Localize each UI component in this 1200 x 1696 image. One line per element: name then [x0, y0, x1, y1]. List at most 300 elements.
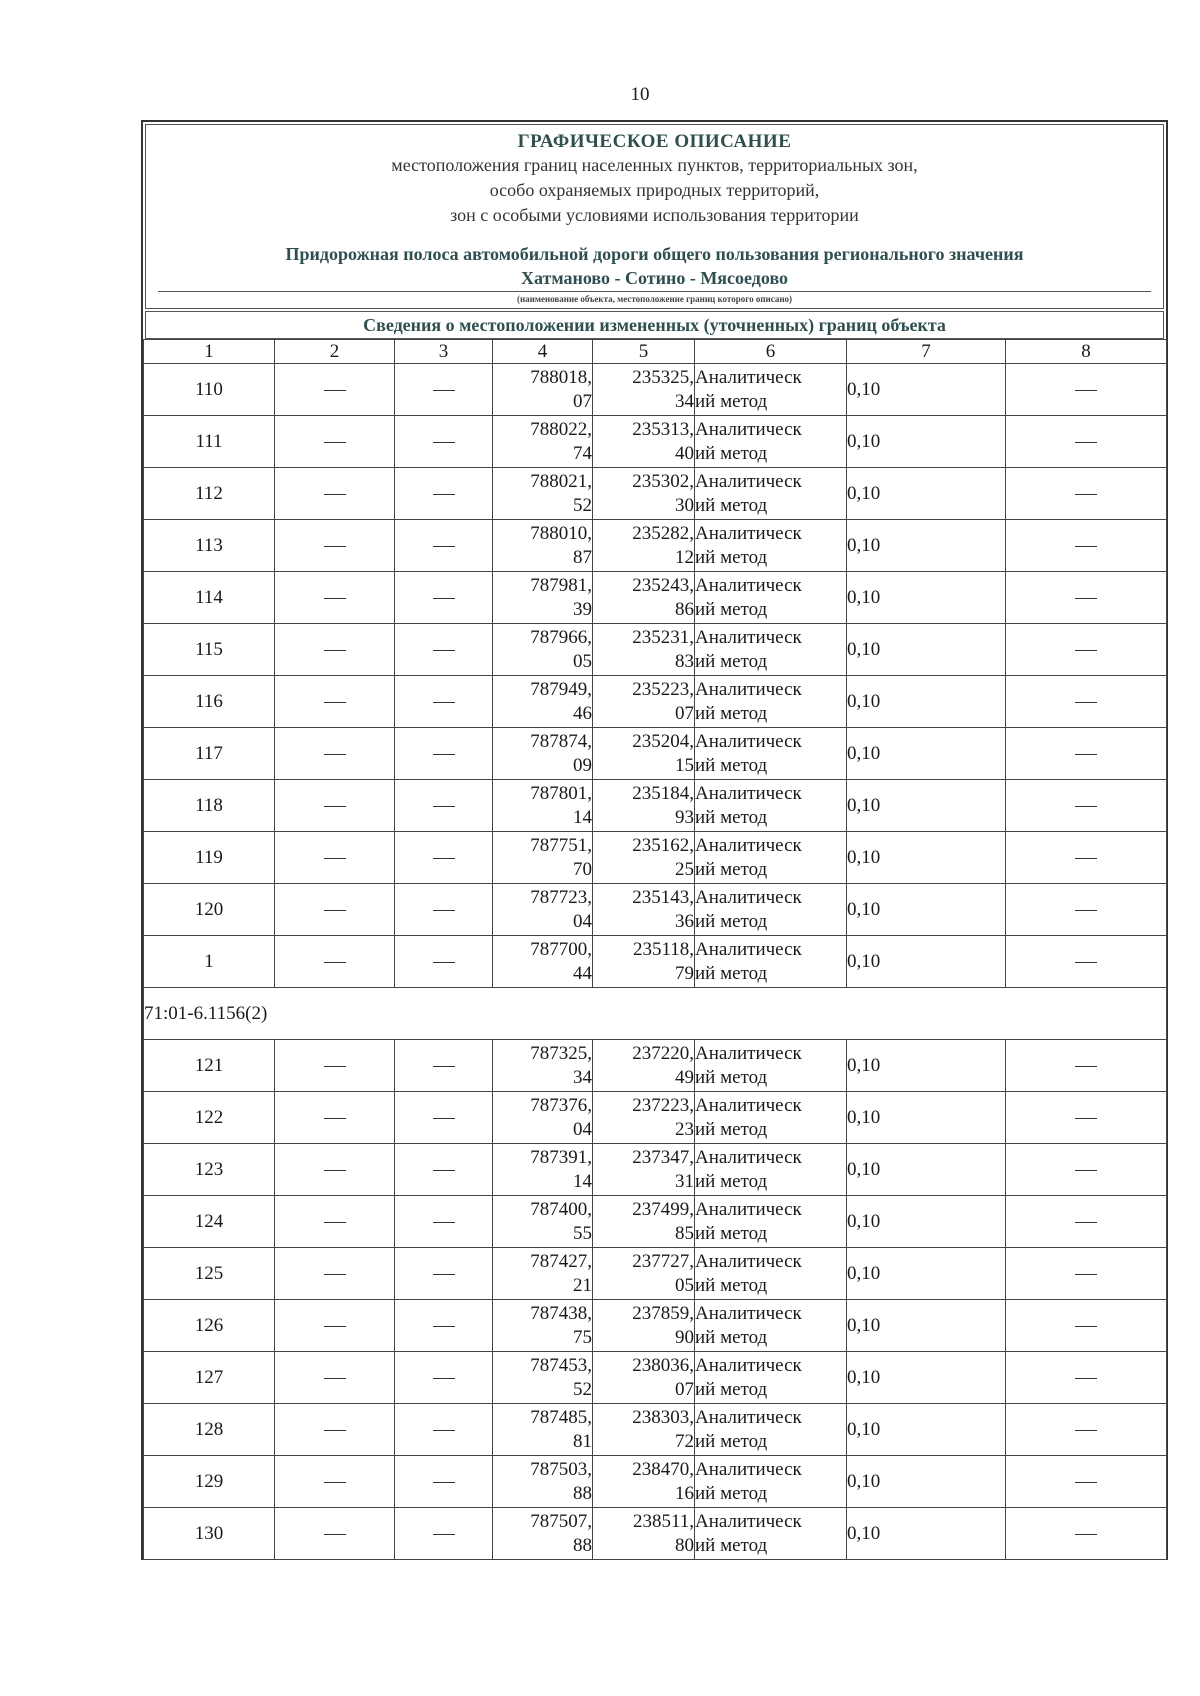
method-line2: ий метод: [695, 1534, 768, 1556]
dash-mark: [1075, 650, 1097, 651]
method-cell: [695, 936, 847, 988]
coord-x: [493, 416, 593, 468]
coord-x-part1: 787485,: [530, 1406, 592, 1428]
coord-y-part2: 93: [675, 806, 694, 828]
coord-y-part1: 235162,: [632, 834, 694, 856]
coord-x: [493, 1352, 593, 1404]
table-row: [144, 1404, 1167, 1456]
coord-x-part1: 787503,: [530, 1458, 592, 1480]
dash-mark: [1075, 1170, 1097, 1171]
cell-empty: [275, 364, 395, 416]
coord-y-part2: 34: [675, 390, 694, 412]
cell-empty: [1006, 1196, 1167, 1248]
cell-empty: [275, 572, 395, 624]
table-row: [144, 1196, 1167, 1248]
point-number: 116: [144, 676, 275, 728]
dash-mark: [324, 910, 346, 911]
method-cell: [695, 416, 847, 468]
coord-x-part1: 788018,: [530, 366, 592, 388]
object-caption: (наименование объекта, местоположение границ которого описано): [516, 294, 793, 304]
cell-empty: [395, 1248, 493, 1300]
coord-x: [493, 468, 593, 520]
table-header-row: [144, 340, 1167, 364]
coord-x: [493, 780, 593, 832]
cell-empty: [275, 1144, 395, 1196]
cell-empty: [275, 1092, 395, 1144]
method-line2: ий метод: [695, 598, 768, 620]
accuracy-cell: 0,10: [847, 832, 1006, 884]
coord-x-part2: 44: [573, 962, 592, 984]
coord-x-part1: 788010,: [530, 522, 592, 544]
dash-mark: [1075, 494, 1097, 495]
dash-mark: [433, 1482, 455, 1483]
cell-empty: [1006, 520, 1167, 572]
table-row: [144, 1508, 1167, 1560]
coord-y: [593, 1248, 695, 1300]
dash-mark: [433, 1430, 455, 1431]
coord-y: [593, 1144, 695, 1196]
point-number: 122: [144, 1092, 275, 1144]
coord-y-part2: 79: [675, 962, 694, 984]
method-line1: Аналитическ: [695, 1094, 802, 1116]
accuracy-cell: 0,10: [847, 572, 1006, 624]
method-cell: [695, 1508, 847, 1560]
point-number: 113: [144, 520, 275, 572]
cell-empty: [275, 1248, 395, 1300]
coord-y-part2: 15: [675, 754, 694, 776]
cell-empty: [395, 1404, 493, 1456]
cell-empty: [1006, 1092, 1167, 1144]
group-section: [144, 988, 1167, 1040]
point-number: 129: [144, 1456, 275, 1508]
coord-x-part1: 787966,: [530, 626, 592, 648]
cell-empty: [275, 1508, 395, 1560]
dash-mark: [1075, 1326, 1097, 1327]
dash-mark: [1075, 1534, 1097, 1535]
section-title: Сведения о местоположении измененных (уточненных) границ объекта: [145, 311, 1164, 339]
cell-empty: [1006, 1508, 1167, 1560]
table-row: [144, 936, 1167, 988]
cell-empty: [1006, 780, 1167, 832]
coord-x-part1: 787376,: [530, 1094, 592, 1116]
coord-y: [593, 1092, 695, 1144]
object-name-line1: Придорожная полоса автомобильной дороги общего пользования регионального значения: [285, 244, 1024, 264]
coord-x-part1: 787723,: [530, 886, 592, 908]
table-row: [144, 1040, 1167, 1092]
table-row: [144, 884, 1167, 936]
cell-empty: [1006, 416, 1167, 468]
cell-empty: [275, 416, 395, 468]
coord-y: [593, 884, 695, 936]
coord-y-part2: 80: [675, 1534, 694, 1556]
table-row: [144, 1144, 1167, 1196]
dash-mark: [1075, 546, 1097, 547]
column-header: 2: [275, 340, 395, 364]
coord-y-part1: 235184,: [632, 782, 694, 804]
table-row: [144, 1300, 1167, 1352]
method-line1: Аналитическ: [695, 678, 802, 700]
coord-x: [493, 624, 593, 676]
group-row: [144, 988, 1167, 1040]
coord-y-part1: 237220,: [632, 1042, 694, 1064]
accuracy-cell: 0,10: [847, 416, 1006, 468]
method-line1: Аналитическ: [695, 1198, 802, 1220]
coord-x-part2: 88: [573, 1482, 592, 1504]
document-subtitle-line: зон с особыми условиями использования территории: [450, 205, 859, 225]
coord-y-part2: 90: [675, 1326, 694, 1348]
point-number: 126: [144, 1300, 275, 1352]
cell-empty: [1006, 832, 1167, 884]
method-line2: ий метод: [695, 962, 768, 984]
method-cell: [695, 1456, 847, 1508]
cell-empty: [395, 832, 493, 884]
method-line1: Аналитическ: [695, 470, 802, 492]
coord-y-part1: 237499,: [632, 1198, 694, 1220]
method-line2: ий метод: [695, 546, 768, 568]
method-cell: [695, 468, 847, 520]
coord-y: [593, 364, 695, 416]
coord-x: [493, 728, 593, 780]
dash-mark: [1075, 442, 1097, 443]
coord-y-part2: 07: [675, 702, 694, 724]
method-line1: Аналитическ: [695, 1354, 802, 1376]
cell-empty: [275, 676, 395, 728]
coord-y: [593, 520, 695, 572]
method-line1: Аналитическ: [695, 1302, 802, 1324]
page-number: 10: [630, 84, 650, 105]
coord-x: [493, 1040, 593, 1092]
dash-mark: [324, 1534, 346, 1535]
cell-empty: [395, 1196, 493, 1248]
cell-empty: [1006, 1300, 1167, 1352]
method-cell: [695, 780, 847, 832]
coord-y-part2: 30: [675, 494, 694, 516]
cell-empty: [275, 832, 395, 884]
coord-x-part2: 52: [573, 494, 592, 516]
coord-y-part2: 16: [675, 1482, 694, 1504]
method-cell: [695, 572, 847, 624]
coord-x-part1: 787981,: [530, 574, 592, 596]
coord-x: [493, 1508, 593, 1560]
coord-x: [493, 364, 593, 416]
coord-x-part1: 787438,: [530, 1302, 592, 1324]
dash-mark: [1075, 806, 1097, 807]
method-line1: Аналитическ: [695, 1406, 802, 1428]
coord-y: [593, 416, 695, 468]
cell-empty: [395, 572, 493, 624]
point-number: 117: [144, 728, 275, 780]
coord-y: [593, 624, 695, 676]
coord-x-part1: 787391,: [530, 1146, 592, 1168]
dash-mark: [324, 546, 346, 547]
method-cell: [695, 1404, 847, 1456]
coord-y-part2: 49: [675, 1066, 694, 1088]
point-number: 115: [144, 624, 275, 676]
cell-empty: [275, 936, 395, 988]
dash-mark: [324, 806, 346, 807]
method-line2: ий метод: [695, 806, 768, 828]
method-line1: Аналитическ: [695, 782, 802, 804]
document-header: [145, 124, 1164, 309]
method-line1: Аналитическ: [695, 938, 802, 960]
table-row: [144, 780, 1167, 832]
dash-mark: [433, 1118, 455, 1119]
dash-mark: [433, 962, 455, 963]
dash-mark: [324, 1170, 346, 1171]
dash-mark: [324, 650, 346, 651]
dash-mark: [433, 1170, 455, 1171]
table-body-part2: [144, 1040, 1167, 1560]
dash-mark: [324, 598, 346, 599]
point-number: 123: [144, 1144, 275, 1196]
table-row: [144, 364, 1167, 416]
cell-empty: [275, 1456, 395, 1508]
coord-x-part1: 787427,: [530, 1250, 592, 1272]
coord-x: [493, 520, 593, 572]
dash-mark: [1075, 858, 1097, 859]
dash-mark: [1075, 1274, 1097, 1275]
table-row: [144, 1352, 1167, 1404]
coord-y: [593, 728, 695, 780]
dash-mark: [324, 858, 346, 859]
dash-mark: [324, 754, 346, 755]
coord-x-part2: 70: [573, 858, 592, 880]
dash-mark: [1075, 962, 1097, 963]
coord-y-part2: 25: [675, 858, 694, 880]
coord-y-part1: 237727,: [632, 1250, 694, 1272]
accuracy-cell: 0,10: [847, 1144, 1006, 1196]
coord-x-part2: 81: [573, 1430, 592, 1452]
cell-empty: [395, 416, 493, 468]
cell-empty: [275, 728, 395, 780]
coord-y: [593, 1352, 695, 1404]
column-header: 6: [695, 340, 847, 364]
method-line2: ий метод: [695, 858, 768, 880]
accuracy-cell: 0,10: [847, 1248, 1006, 1300]
point-number: 111: [144, 416, 275, 468]
coord-x-part2: 05: [573, 650, 592, 672]
coord-x-part1: 787874,: [530, 730, 592, 752]
coord-x-part1: 787751,: [530, 834, 592, 856]
dash-mark: [433, 754, 455, 755]
point-number: 118: [144, 780, 275, 832]
method-cell: [695, 1248, 847, 1300]
table-row: [144, 1092, 1167, 1144]
object-underline: [158, 291, 1151, 292]
dash-mark: [1075, 1066, 1097, 1067]
cell-empty: [1006, 572, 1167, 624]
cell-empty: [1006, 676, 1167, 728]
coord-x-part1: 788022,: [530, 418, 592, 440]
cell-empty: [395, 780, 493, 832]
method-line1: Аналитическ: [695, 366, 802, 388]
coord-y: [593, 780, 695, 832]
dash-mark: [433, 390, 455, 391]
method-line1: Аналитическ: [695, 418, 802, 440]
cell-empty: [395, 676, 493, 728]
table-row: [144, 728, 1167, 780]
dash-mark: [433, 1274, 455, 1275]
point-number: 114: [144, 572, 275, 624]
cell-empty: [1006, 1352, 1167, 1404]
cell-empty: [1006, 728, 1167, 780]
method-cell: [695, 1300, 847, 1352]
method-line2: ий метод: [695, 494, 768, 516]
coord-x-part2: 75: [573, 1326, 592, 1348]
coord-y: [593, 1196, 695, 1248]
method-line1: Аналитическ: [695, 1510, 802, 1532]
method-line2: ий метод: [695, 754, 768, 776]
point-number: 1: [144, 936, 275, 988]
method-line2: ий метод: [695, 390, 768, 412]
accuracy-cell: 0,10: [847, 676, 1006, 728]
cell-empty: [1006, 1248, 1167, 1300]
point-number: 130: [144, 1508, 275, 1560]
method-line1: Аналитическ: [695, 522, 802, 544]
dash-mark: [433, 1326, 455, 1327]
accuracy-cell: 0,10: [847, 1456, 1006, 1508]
method-cell: [695, 1196, 847, 1248]
coord-y-part1: 235325,: [632, 366, 694, 388]
dash-mark: [1075, 910, 1097, 911]
method-line2: ий метод: [695, 1378, 768, 1400]
coord-y-part1: 235243,: [632, 574, 694, 596]
cell-empty: [395, 1352, 493, 1404]
cell-empty: [1006, 1404, 1167, 1456]
dash-mark: [1075, 1430, 1097, 1431]
dash-mark: [433, 546, 455, 547]
coord-y: [593, 1456, 695, 1508]
accuracy-cell: 0,10: [847, 1508, 1006, 1560]
cell-empty: [395, 520, 493, 572]
coord-x: [493, 676, 593, 728]
coord-x-part2: 04: [573, 1118, 592, 1140]
dash-mark: [433, 650, 455, 651]
cell-empty: [395, 364, 493, 416]
accuracy-cell: 0,10: [847, 364, 1006, 416]
dash-mark: [324, 1118, 346, 1119]
coord-y-part2: 12: [675, 546, 694, 568]
coord-y: [593, 936, 695, 988]
cell-empty: [1006, 884, 1167, 936]
coord-y-part1: 235313,: [632, 418, 694, 440]
coord-y: [593, 1508, 695, 1560]
coord-y-part1: 238511,: [632, 1510, 694, 1532]
cell-empty: [395, 1040, 493, 1092]
coord-x: [493, 1300, 593, 1352]
method-line1: Аналитическ: [695, 626, 802, 648]
method-line2: ий метод: [695, 442, 768, 464]
accuracy-cell: 0,10: [847, 884, 1006, 936]
cell-empty: [395, 1092, 493, 1144]
coord-x: [493, 1404, 593, 1456]
column-header: 8: [1006, 340, 1167, 364]
coord-x-part2: 14: [573, 806, 592, 828]
method-line2: ий метод: [695, 1326, 768, 1348]
accuracy-cell: 0,10: [847, 468, 1006, 520]
method-cell: [695, 728, 847, 780]
dash-mark: [433, 910, 455, 911]
coord-x-part2: 55: [573, 1222, 592, 1244]
cell-empty: [395, 728, 493, 780]
column-header: 4: [493, 340, 593, 364]
dash-mark: [433, 1222, 455, 1223]
table-row: [144, 520, 1167, 572]
coord-y: [593, 676, 695, 728]
accuracy-cell: 0,10: [847, 1092, 1006, 1144]
accuracy-cell: 0,10: [847, 1404, 1006, 1456]
coord-x-part1: 787400,: [530, 1198, 592, 1220]
table-body-part1: [144, 364, 1167, 988]
table-row: [144, 468, 1167, 520]
method-cell: [695, 1352, 847, 1404]
accuracy-cell: 0,10: [847, 520, 1006, 572]
point-number: 120: [144, 884, 275, 936]
coord-y-part1: 238036,: [632, 1354, 694, 1376]
coord-x-part2: 04: [573, 910, 592, 932]
table-row: [144, 832, 1167, 884]
table-row: [144, 1248, 1167, 1300]
method-cell: [695, 1144, 847, 1196]
coord-x: [493, 832, 593, 884]
method-line2: ий метод: [695, 1066, 768, 1088]
method-cell: [695, 624, 847, 676]
dash-mark: [324, 494, 346, 495]
cell-empty: [275, 1404, 395, 1456]
dash-mark: [324, 442, 346, 443]
method-line1: Аналитическ: [695, 834, 802, 856]
cell-empty: [275, 624, 395, 676]
table-row: [144, 624, 1167, 676]
coord-y-part2: 23: [675, 1118, 694, 1140]
coord-x: [493, 1092, 593, 1144]
coord-y-part1: 238303,: [632, 1406, 694, 1428]
cell-empty: [1006, 468, 1167, 520]
dash-mark: [433, 494, 455, 495]
coord-y-part1: 237223,: [632, 1094, 694, 1116]
point-number: 128: [144, 1404, 275, 1456]
method-cell: [695, 1092, 847, 1144]
dash-mark: [324, 1222, 346, 1223]
dash-mark: [324, 702, 346, 703]
dash-mark: [433, 1066, 455, 1067]
method-cell: [695, 884, 847, 936]
coord-x: [493, 1144, 593, 1196]
coord-y-part1: 237347,: [632, 1146, 694, 1168]
coord-x-part2: 39: [573, 598, 592, 620]
coord-y: [593, 572, 695, 624]
coord-x: [493, 884, 593, 936]
point-number: 119: [144, 832, 275, 884]
dash-mark: [1075, 1222, 1097, 1223]
cell-empty: [1006, 364, 1167, 416]
coord-y: [593, 468, 695, 520]
coord-x: [493, 1248, 593, 1300]
coord-y: [593, 832, 695, 884]
method-cell: [695, 1040, 847, 1092]
cell-empty: [395, 624, 493, 676]
dash-mark: [324, 962, 346, 963]
dash-mark: [433, 442, 455, 443]
accuracy-cell: 0,10: [847, 1300, 1006, 1352]
method-line2: ий метод: [695, 1118, 768, 1140]
cell-empty: [275, 468, 395, 520]
method-cell: [695, 520, 847, 572]
cell-empty: [395, 468, 493, 520]
coord-x-part1: 787801,: [530, 782, 592, 804]
coord-x-part1: 787700,: [530, 938, 592, 960]
point-number: 125: [144, 1248, 275, 1300]
